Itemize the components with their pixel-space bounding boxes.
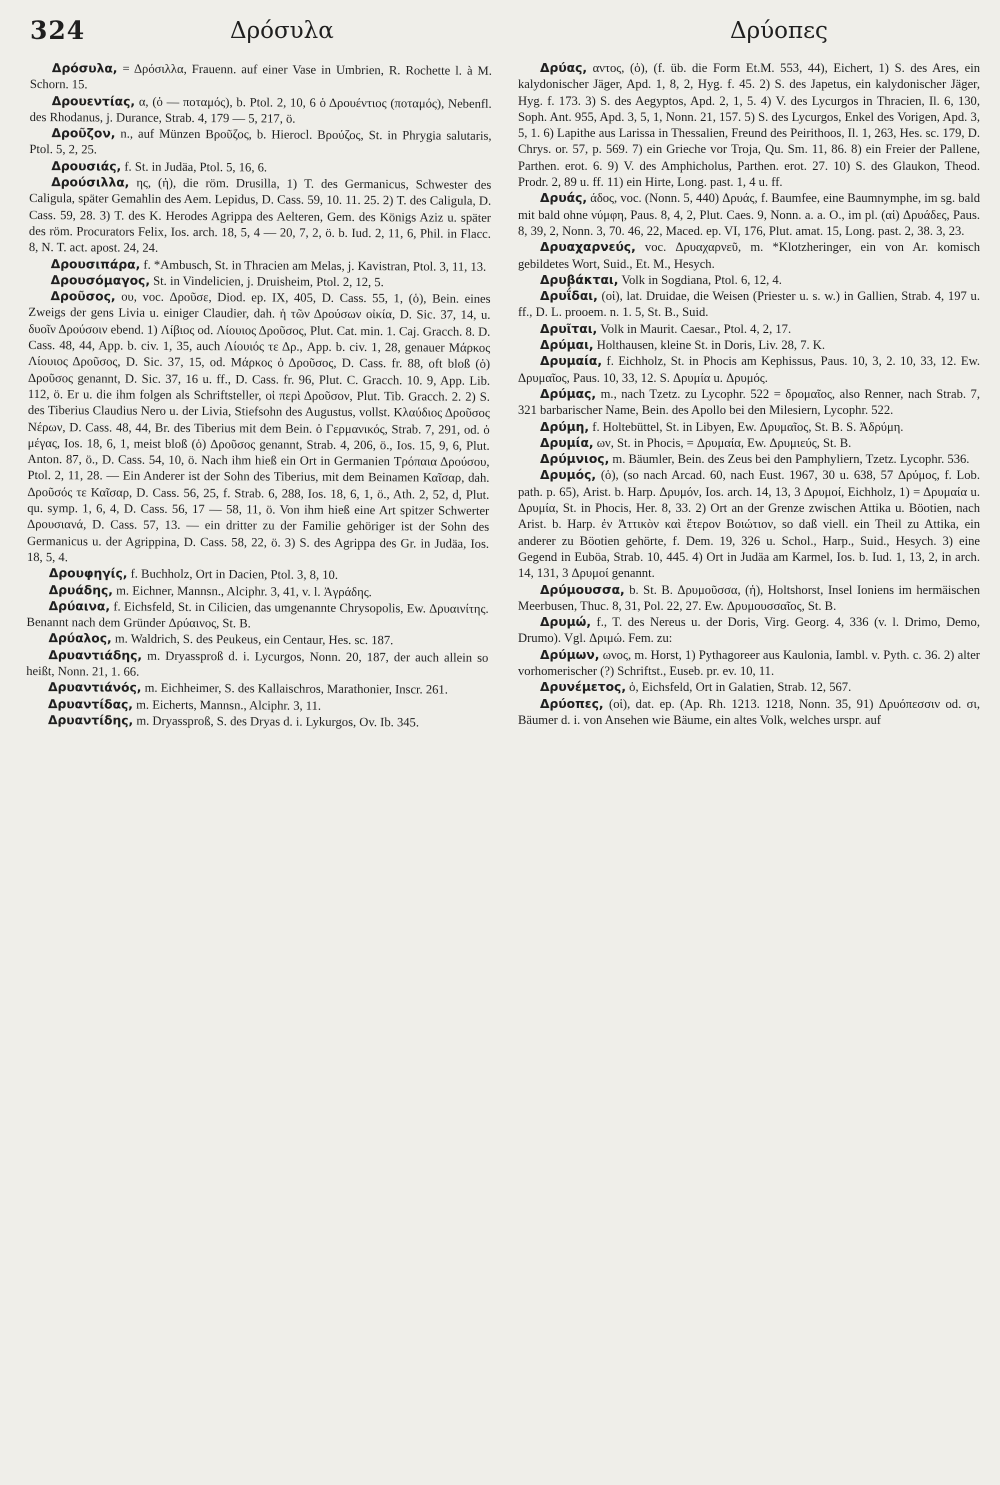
entry-text: = Δρόσιλλα, Frauenn. auf einer Vase in Umbrien, R. Rochette l. à M. Schorn. 15. (29, 61, 492, 92)
entry-text: m. Eichheimer, S. des Kallaischros, Marathonier, Inscr. 261. (141, 680, 448, 697)
entry-headword: Δρυαντίδης, (47, 712, 134, 728)
entry-text: m., nach Tzetz. zu Lycophr. 522 = δρομαῖος, also Renner, nach Strab. 7, 321 barbarischer Name, Bein. des Apollo bei den Milesiern, Lycophr. 522. (518, 386, 980, 418)
entry-headword: Δρυμός, (540, 468, 597, 483)
dictionary-entry (518, 239, 980, 272)
dictionary-entry (30, 60, 492, 95)
dictionary-entry (518, 419, 980, 435)
page-header (30, 14, 980, 54)
entry-headword: Δρυβάκται, (540, 272, 619, 287)
entry-headword: Δρύαλος, (48, 631, 112, 646)
entry-text: f. Holtebüttel, St. in Libyen, Ew. Δρυμαῖος, St. B. S. Ἀδρύμη. (589, 419, 904, 434)
entry-text: ης, (ἡ), die röm. Drusilla, 1) T. des Germanicus, Schwester des Caligula, später Gemahlin des Aem. Lepidus, D. Cass. 59, 10. 11. 25. 2) T. des Caligula, D. Cass. 59, 28. 3) T. des K. Herodes Agrippa des Aelteren, Gem. des Königs Aziz u. später des röm. Procurators Felix, Ios. arch. 18, 5, 4 — 20, 7, 2, ö. b. Iud. 2, 11, 6, Phil. in Flacc. 8, N. T. act. apost. 24, 24. (28, 175, 492, 256)
entry-headword: Δρύμουσσα, (540, 582, 625, 597)
entry-text: Volk in Maurit. Caesar., Ptol. 4, 2, 17. (597, 321, 792, 336)
entry-text: m. Dryassproß, S. des Dryas d. i. Lykurgos, Ov. Ib. 345. (133, 713, 420, 730)
entry-headword: Δρυάς, (540, 191, 588, 206)
dictionary-entry (29, 125, 491, 160)
right-running-head: Δρύοπες (730, 18, 828, 44)
dictionary-entry (518, 647, 980, 680)
entry-text: ων, St. in Phocis, = Δρυμαία, Ew. Δρυμιεύς, St. B. (593, 435, 852, 450)
entry-text: (ὁ), (so nach Arcad. 60, nach Eust. 1967, 30 u. 638, 57 Δρύμος, f. Lob. path. p. 65), Arist. b. Harp. Δρυμόν, Ios. arch. 14, 13, 3 Δρυμοί, Eichholz, 1) = Δρυμαία u. Δρυμία, St. in Phocis, Her. 8, 33. 2) Ort an der Grenze zwischen Attika u. Böotien, nach Arist. b. Harp. ἐν Ἀττικὸν καὶ ἕτερον Βοιώτιον, so daß viell. ein Theil zu Attika, ein anderer zu Böotien gehörte, f. Dem. 19, 326 u. Schol., Harp., Suid., Hesych. 3) eine Gegend in Euböa, Strab. 10, 445. 4) Ort in Judäa am Karmel, Ios. b. Iud. 1, 13, 2, in arch. 14, 131, 3 Δρυμοί genannt. (518, 468, 980, 581)
entry-text: f., T. des Nereus u. der Doris, Virg. Georg. 4, 336 (v. l. Drimo, Demo, Drumo). Vgl. Δριμώ. Fem. zu: (518, 615, 980, 646)
entry-headword: Δρουφηγίς, (48, 566, 128, 581)
entry-headword: Δρυαντίδας, (48, 696, 134, 712)
dictionary-entry (518, 467, 980, 581)
entry-text: αντος, (ὁ), (f. üb. die Form Et.M. 553, 44), Eichert, 1) S. des Ares, ein kalydonischer Jäger, Apd. 1, 8, 2, Hyg. f. 45. 2) S. des Japetus, ein kalydonischer Jäger, Hyg. f. 173. 3) S. des Aegyptos, Apd. 2, 1, 5. 4) V. des Lycurgos in Thracien, Il. 6, 130, Soph. Ant. 955, Apd. 3, 5, 1, Nonn. 21, 157. 5) S. des Lycurgos, Enkel des Vorigen, Apd. 3, 5, 1. 6) Lapithe aus Larissa in Thessalien, Freund des Peirithoos, Il. 1, 263, Hes. sc. 179, D. Chrys. or. 57, p. 569. 7) ein Grieche vor Troja, Qu. Sm. 11, 86. 8) ein Freier der Pallene, Parthen. erot. 6. 9) V. des Amphicholus, Parthen. erot. 27. 10) S. des Glaukon, Theod. Prodr. 2, 89 u. ff. 11) ein Hirte, Long. past. 1, 4 u. ff. (518, 61, 980, 190)
entry-text: voc. Δρυαχαρνεῦ, m. *Klotzheringer, ein von Ar. komisch gebildetes Wort, Suid., Et. M., Hesych. (518, 240, 980, 271)
entry-text: f. Eichsfeld, St. in Cilicien, das umgenannte Chrysopolis, Ew. Δρυαινίτης. Benannt nach dem Gründer Δρύαινος, St. B. (26, 599, 489, 631)
dictionary-entry (30, 93, 492, 128)
entry-headword: Δρύμη, (540, 419, 590, 434)
entry-headword: Δρύμνιος, (540, 452, 610, 467)
entry-headword: Δρυαχαρνεύς, (540, 240, 636, 255)
entry-text: m. Bäumler, Bein. des Zeus bei den Pamphyliern, Tzetz. Lycophr. 536. (609, 452, 970, 467)
entry-text: (οἱ), lat. Druidae, die Weisen (Priester u. s. w.) in Gallien, Strab. 4, 197 u. ff., D. L. prooem. n. 1. 5, St. B., Suid. (518, 289, 980, 320)
right-column (518, 60, 980, 1475)
page-number: 324 (30, 16, 86, 45)
entry-headword: Δρουσιπάρα, (50, 256, 141, 272)
dictionary-entry (518, 353, 980, 386)
entry-text: f. *Ambusch, St. in Thracien am Melas, j. Kavistran, Ptol. 3, 11, 13. (140, 257, 487, 274)
entry-text: m. Eicherts, Mannsn., Alciphr. 3, 11. (132, 697, 322, 713)
entry-headword: Δρουσιάς, (51, 158, 122, 174)
entry-text: ωνος, m. Horst, 1) Pythagoreer aus Kaulonia, Iambl. v. Pyth. c. 36. 2) alter vorhomerischer (?) Schriftst., Euseb. pr. ev. 10, 11. (518, 647, 980, 678)
entry-headword: Δρόσυλα, (51, 61, 118, 76)
entry-headword: Δρυΐδαι, (540, 289, 598, 304)
entry-headword: Δρύαινα, (48, 598, 111, 614)
entry-text: m. Waldrich, S. des Peukeus, ein Centaur, Hes. sc. 187. (111, 631, 394, 648)
dictionary-entry (518, 272, 980, 288)
dictionary-entry (518, 60, 980, 190)
dictionary-entry (518, 386, 980, 419)
entry-text: St. in Vindelicien, j. Druisheim, Ptol. 2, 12, 5. (150, 273, 384, 290)
dictionary-entry (29, 174, 491, 258)
entry-text: ὁ, Eichsfeld, Ort in Galatien, Strab. 12, 567. (626, 680, 852, 695)
entry-headword: Δρυῖται, (540, 321, 598, 336)
dictionary-entry (518, 696, 980, 729)
entry-text: ου, voc. Δροῦσε, Diod. ep. IX, 405, D. Cass. 55, 1, (ὁ), Bein. eines Zweigs der gens Livia u. einiger Claudier, dah. ἡ τῶν Δρούσων οἰκία, D. Sic. 37, 14, u. δυοῖν Δρούσοιν ebend. 1) Λίβιος od. Λίουιος Δροῦσος, Plut. Cat. min. 1. Caj. Gracch. 8. D. Cass. 48, 44, App. b. civ. 1, 35, auch Λίουιός τε Δρ., App. b. civ. 1, 28, genauer Μάρκος Λίουιος Δροῦσος, D. Sic. 37, 15, od. Μάρκος ὁ Δροῦσος, D. Cass. fr. 88, oft bloß (ὁ) Δροῦσος genannt, D. Sic. 37, 16 u. ff., D. Cass. fr. 96, Plut. C. Gracch. 10. 9, App. Lib. 112, ö. Er u. die ihm folgen als Schriftsteller, οἱ περὶ Δροῦσον, Plut. Tib. Gracch. 2. 2) S. des Tiberius Claudius Nero u. der Livia, Stiefsohn des Augustus, vollst. Κλαύδιος Δροῦσος Νέρων, D. Cass. 48, 44, Br. des Tiberius mit dem Bein. ὁ Γερμανικός, Strab. 7, 291, od. ὁ μέγας, Ios. 18, 6, 1, meist bloß (ὁ) Δροῦσος genannt, Strab. 4, 206, ö., Ios. 15, 9, 6, Plut. Anton. 87, ö., D. Cass. 54, 10, ö. Nach ihm hieß ein Ort in Germanien Τρόπαια Δρούσου, Ptol. 2, 11, 28. — Ein Anderer ist der Sohn des Tiberius, mit dem Beinamen Καῖσαρ, dah. Δροῦσός τε Καῖσαρ, D. Cass. 56, 25, f. Strab. 6, 288, Ios. 18, 6, 1, ö., Ath. 2, 52, d, Plut. qu. symp. 1, 6, 4, D. Cass. 56, 17 — 58, 11, ö. Von ihm hieß eine Art spitzer Schwerter Δρουσιανά, D. Cass. 57, 13. — ein dritter zu der Familie gehöriger ist der Sohn des Germanicus u. der Agrippina, D. Cass. 58, 22, ö. 3) S. des Agrippa des Gr. in Judäa, Ios. 18, 5, 4. (26, 289, 491, 565)
entry-headword: Δροῦζον, (51, 126, 116, 141)
entry-headword: Δρουεντίας, (51, 93, 136, 109)
dictionary-entry (27, 288, 491, 568)
dictionary-entry (518, 679, 980, 695)
dictionary-entry (518, 451, 980, 467)
entry-text: f. Buchholz, Ort in Dacien, Ptol. 3, 8, 10. (127, 566, 339, 583)
entry-text: f. St. in Judäa, Ptol. 5, 16, 6. (121, 159, 268, 175)
entry-headword: Δρύοπες, (540, 696, 604, 711)
dictionary-entry (518, 321, 980, 337)
text-columns (26, 60, 980, 1475)
dictionary-entry (26, 647, 488, 682)
entry-text: b. St. B. Δρυμοῦσσα, (ἡ), Holtshorst, Insel Ioniens im hermäischen Meerbusen, Thuc. 8, 31, Pol. 22, 27. Ew. Δρυμουσσαῖος, St. B. (518, 582, 980, 613)
entry-text: n., auf Münzen Βροῦζος, b. Hierocl. Βρούζος, St. in Phrygia salutaris, Ptol. 5, 2, 25. (29, 126, 492, 157)
dictionary-entry (27, 598, 489, 633)
dictionary-entry (518, 435, 980, 451)
entry-headword: Δρυάδης, (48, 582, 114, 598)
entry-text: Holthausen, kleine St. in Doris, Liv. 28, 7. K. (593, 338, 826, 353)
dictionary-entry (518, 337, 980, 353)
entry-headword: Δρουσόμαγος, (50, 272, 151, 288)
entry-text: α, (ὁ — ποταμός), b. Ptol. 2, 10, 6 ὁ Δρουέντιος (ποταμός), Nebenfl. des Rhodanus, j. Durance, Strab. 4, 179 — 5, 217, ö. (29, 94, 492, 126)
entry-text: f. Eichholz, St. in Phocis am Kephissus, Paus. 10, 3, 2. 10, 33, 12. Ew. Δρυμαῖος, Paus. 10, 33, 12. S. Δρυμία u. Δρυμός. (518, 354, 980, 385)
entry-headword: Δρυνέμετος, (540, 680, 626, 695)
entry-headword: Δρύας, (540, 61, 588, 75)
entry-headword: Δρύμαι, (540, 338, 594, 353)
dictionary-entry (518, 614, 980, 647)
entry-headword: Δροῦσος, (50, 289, 116, 304)
left-column (21, 60, 492, 1478)
entry-headword: Δρυαντιάδης, (48, 647, 143, 663)
dictionary-entry (518, 288, 980, 321)
left-running-head: Δρόσυλα (230, 18, 334, 44)
entry-text: Volk in Sogdiana, Ptol. 6, 12, 4. (618, 272, 782, 287)
dictionary-entry (518, 582, 980, 615)
entry-text: (οἱ), dat. ep. (Ap. Rh. 1213. 1218, Nonn. 35, 91) Δρυόπεσσιν od. σι, Bäumer d. i. von Ansehen wie Bäume, ein altes Volk, welches urspr. auf (518, 696, 980, 727)
dictionary-entry (518, 190, 980, 239)
dictionary-entry (26, 712, 488, 731)
entry-headword: Δρυαντιάνός, (48, 680, 142, 695)
entry-text: άδος, voc. (Nonn. 5, 440) Δρυάς, f. Baumfee, eine Baumnymphe, im sg. bald mit bald ohne νύμφη, Paus. 8, 4, 2, Plut. Caes. 9, Nonn. a. a. O., im pl. (αἱ) Δρυάδες, Paus. 8, 39, 2, Nonn. 3, 70. 46, 22, Maced. ep. VI, 176, Plut. amat. 15, Long. past. 2, 38. 3, 23. (518, 191, 980, 238)
entry-headword: Δρύμας, (540, 386, 597, 401)
entry-headword: Δρούσιλλα, (51, 175, 130, 190)
entry-headword: Δρυμώ, (540, 615, 592, 630)
entry-headword: Δρύμων, (540, 647, 600, 662)
entry-headword: Δρυμαία, (540, 354, 603, 369)
entry-text: m. Dryassproß d. i. Lycurgos, Nonn. 20, 187, der auch allein so heißt, Nonn. 21, 1. 66. (26, 648, 489, 679)
entry-text: m. Eichner, Mannsn., Alciphr. 3, 41, v. l. Ἀγράδης. (112, 583, 372, 599)
entry-headword: Δρυμία, (540, 435, 594, 450)
